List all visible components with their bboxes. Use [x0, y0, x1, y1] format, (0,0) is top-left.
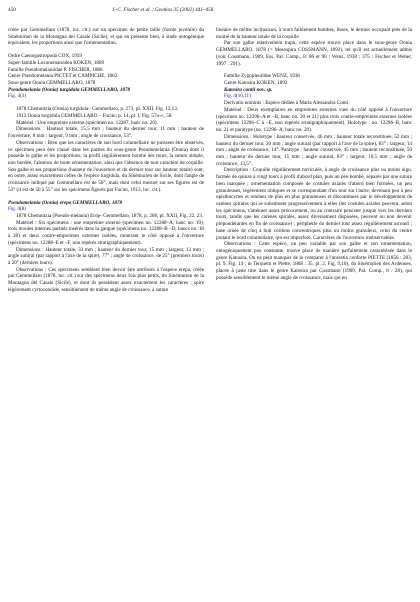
derivatio-paragraph: Derivatio nominis : Espèce dédiée à Maria Alessandra Conti. — [224, 100, 350, 107]
classification-line: Genre Pseudomelania PICTET et CAMPICHE, 1862 — [8, 73, 118, 80]
classification-line: Super-famille Loxonematoidea KOKEN, 1889 — [8, 59, 105, 66]
page-number: 450 — [8, 7, 16, 13]
material-paragraph: Matériel : Six spécimens : une empreinte externe (spécimen no. 12288–A, banc no. 19), trois moules internes partiels insérés dans la gangue (spécimens no. 12288–B –D, bancs no. 18 à 20) et deux contre-empreintes externes isolées, montrant le côté opposé à l'ouverture (spécimens no. 12288–E et –F, non repérés stratigraphiquement). — [8, 219, 204, 246]
paragraph: Par son galbe relativement trapu, cette espèce trouve place dans le sous-genre Oonia GEMMELLARO, 1878 (= Mesospira COSSMANN, 1892), tel qu'il est actuellement admis (voir Cossmann, 1909, Ess. Pal. Comp., 8: 86 et 90 ; Wenz, 1938 : 375 ; Fischer et Weber, 1997 : 291). — [216, 40, 412, 67]
figure-reference[interactable]: Fig. 4(3) — [8, 93, 26, 100]
species-heading: Pseudomelania (Oonia) turgidula GEMMELLARO, 1878 — [8, 86, 131, 93]
classification-line: Sous-genre Oonia GEMMELLARO, 1878 — [8, 80, 96, 87]
observations-paragraph: Observations : Ces spécimens semblent bien devoir être attribués à l'espèce erepa, créée par Gemmellaro (1878, loc. cit.) sur des spécimens deux fois plus petits, du Sinémurien de la Montagna del Casale (Sicile), et dont ils possèdent assez exactement les caractères : spire légèrement cyrtoconoïde, sensiblement de même angle de croissance, à suture — [8, 266, 204, 293]
dimensions-paragraph: Dimensions : Hauteur totale, 15,5 mm ; hauteur du dernier tour, 11 mm ; hauteur de l'ouverture, 8 mm ; largeur, 9 mm ; angle de croissance, 53°. — [8, 126, 204, 140]
synonymy-entry: 1878 Chemnitzia (Pseudo-melania) Erop- Gemmellaro, 1878, p. 268, pl. XXII, Fig. 22, 23. — [16, 212, 204, 219]
paragraph: créée par Gemmellaro (1878, loc. cit.) sur un spécimen de petite taille (forme juvénile) du Sinémurien de la Montagna del Casale (Sicile), et qui en présente bien, à stade ontogénique équivalent, les proportions ainsi que l'ornementation. — [8, 27, 204, 47]
running-title: J.-C. Fischer et al. / Geobios 35 (2002) 441–456 — [112, 7, 214, 13]
species-heading: Pseudomelania (Oonia) erepa GEMMELLARO, 1878 — [8, 199, 123, 206]
dimensions-paragraph: Dimensions : Hauteur totale, 33 mm ; hauteur du dernier tour, 15 mm ; largeur, 12 mm ; angle sutural (par rapport à l'axe de la spire), 77° ; angle de croissance, de 25° (premiers tours) à 20° (derniers tours). — [8, 246, 204, 266]
left-column — [8, 27, 204, 294]
observations-paragraph: Observations : Cette espèce, un peu variable par son galbe et son ornementation, ontogéniquement peu constante, trouve place de manière parfaitement caractérisée dans le genre Katosira. On ne peut manquer de la comparer à l'unrestia conforte PIETTE (1856 : 203, pl. 9, Fig. 14 ; in Terquem et Piette, 1868 : 35, pl. 2, Fig. 9,10), du Sinémurien des Ardennes, placée à juste titre dans le genre Katosira par Cossmann (1909, Pal. Comp., 8 : 28), qui possède sensiblement le même angle de croissance, mais qui en — [216, 241, 412, 281]
observations-paragraph: Observations : Bien que les caractères de son bord columellaire ne puissent être observés, ce spécimen peut être classé dans les parties du sous-genre Pseudomelania (Oonia) dont il possède le galbe et les proportions, la profil régulièrement bombé des tours, la suture simple, non bordée, l'absence de toute ornementation, ainsi que l'absence de tout caractère de coquille. Son galbe et ses proportions (hauteur de l'ouverture et du dernier tour sur hauteur totale) sont, en outre, assez exactement celles de l'espèce turgidula, du Sinémurien de Sicile, dont l'angle de croissance indiqué par Gemmellaro est de 50°, mais dont celui mesuré sur ses figures est de 53° (il est de 50 à 55° sur les spécimens figurés par Fucini, 1913, loc. cit.). — [8, 139, 204, 193]
classification-line: Famille Pseudomelaniidae P. FISCHER, 1886 — [8, 66, 103, 73]
synonymy-entry: 1913 Oonia turgidula GEMMELLARO – Fucini, p. 14, pl. I, Fig. 57a–c, 58. — [16, 112, 173, 119]
right-column — [216, 27, 412, 282]
classification-line: Genre Katosira KOKEN, 1892 — [224, 80, 288, 87]
classification-line: Famille Zygopleuridae WENZ, 1938 — [224, 73, 300, 80]
synonymy-entry: 1878 Chemnitzia (Oonia) turgidula– Gemmellaro, p. 273, pl. XXII, Fig. 12,13. — [16, 106, 179, 113]
figure-reference[interactable]: Fig. 4(8) — [8, 206, 26, 213]
classification-line: Ordre Caenogastropoda COX, 1959 — [8, 53, 82, 60]
dimensions-paragraph: Dimensions : Holotype : hauteur conservée, 46 mm ; hauteur totale reconstituée, 52 mm ; hauteur du dernier tour, 20 mm ; angle sutural (par rapport à l'axe de la spire), 83° ; largeur, 14 mm ; angle de croissance, 14°. Paratype : hauteur conservée, 45 mm ; hauteur reconstituée, 50 mm ; hauteur du dernier tour, 15 mm ; angle sutural, 83° ; largeur, 10,5 mm ; angle de croissance, 13,5°. — [216, 133, 412, 167]
material-paragraph: Matériel : Deux exemplaires en empreintes externes vues du côté opposé à l'ouverture (spécimen no. 12296–A et –B, banc no. 20 et 21) plus trois contre-empreintes externes isolées (spécimens 12296–C à –E, non repérés stratigraphiquement). Holotype : no. 12296–B, banc no. 21 et paratype (no. 12296–A, banc no. 20). — [216, 106, 412, 134]
species-heading: Katosira contii nov. sp. — [224, 86, 273, 93]
paragraph: linéaire de même inclinaison, à tours faiblement bombés, lisses, le dernier occupant près de la moitié de la hauteur totale de la coquille. — [216, 27, 412, 40]
page-header — [8, 7, 412, 15]
figure-reference[interactable]: Fig. 4(10,11) — [224, 93, 251, 100]
material-paragraph: Matériel : Une empreinte externe (spécimen no. 12287, banc no. 20). — [16, 119, 158, 126]
description-paragraph: Description : Coquille régulièrement turriculée, à angle de croissance plus ou moins aigu, formée de quinze à vingt tours à profil d'abord plan, puis un peu bombé, séparés par une suture bien marquée ; ornementation composée de costules axiales d'abord bien formées, un peu granuleuses, légèrement obliques et se correspondant d'un tour sur l'autre, devenant peu à peu opisthocyrtes et rendues de plus en plus granuleuses et discontinues par le développement de carènes spirales qui se substituent progressivement à elles (les costules axiales peuvent, selon les spécimens, s'atténuer assez précocement, ou au contraire persister jusque vers les derniers tours, tandis que les carènes spirales, assez diversement disposées, peuvent ou non devenir prépondérantes en fin de croissance) ; périphérie du dernier tour assez régulièrement arrondi ; base ornée de cinq à huit cordons concentriques plus ou moins granuleux, celui du centre joutant le bord columellaire, qui est imperforé. Caractères de l'ouverture inobservables. — [216, 167, 412, 241]
